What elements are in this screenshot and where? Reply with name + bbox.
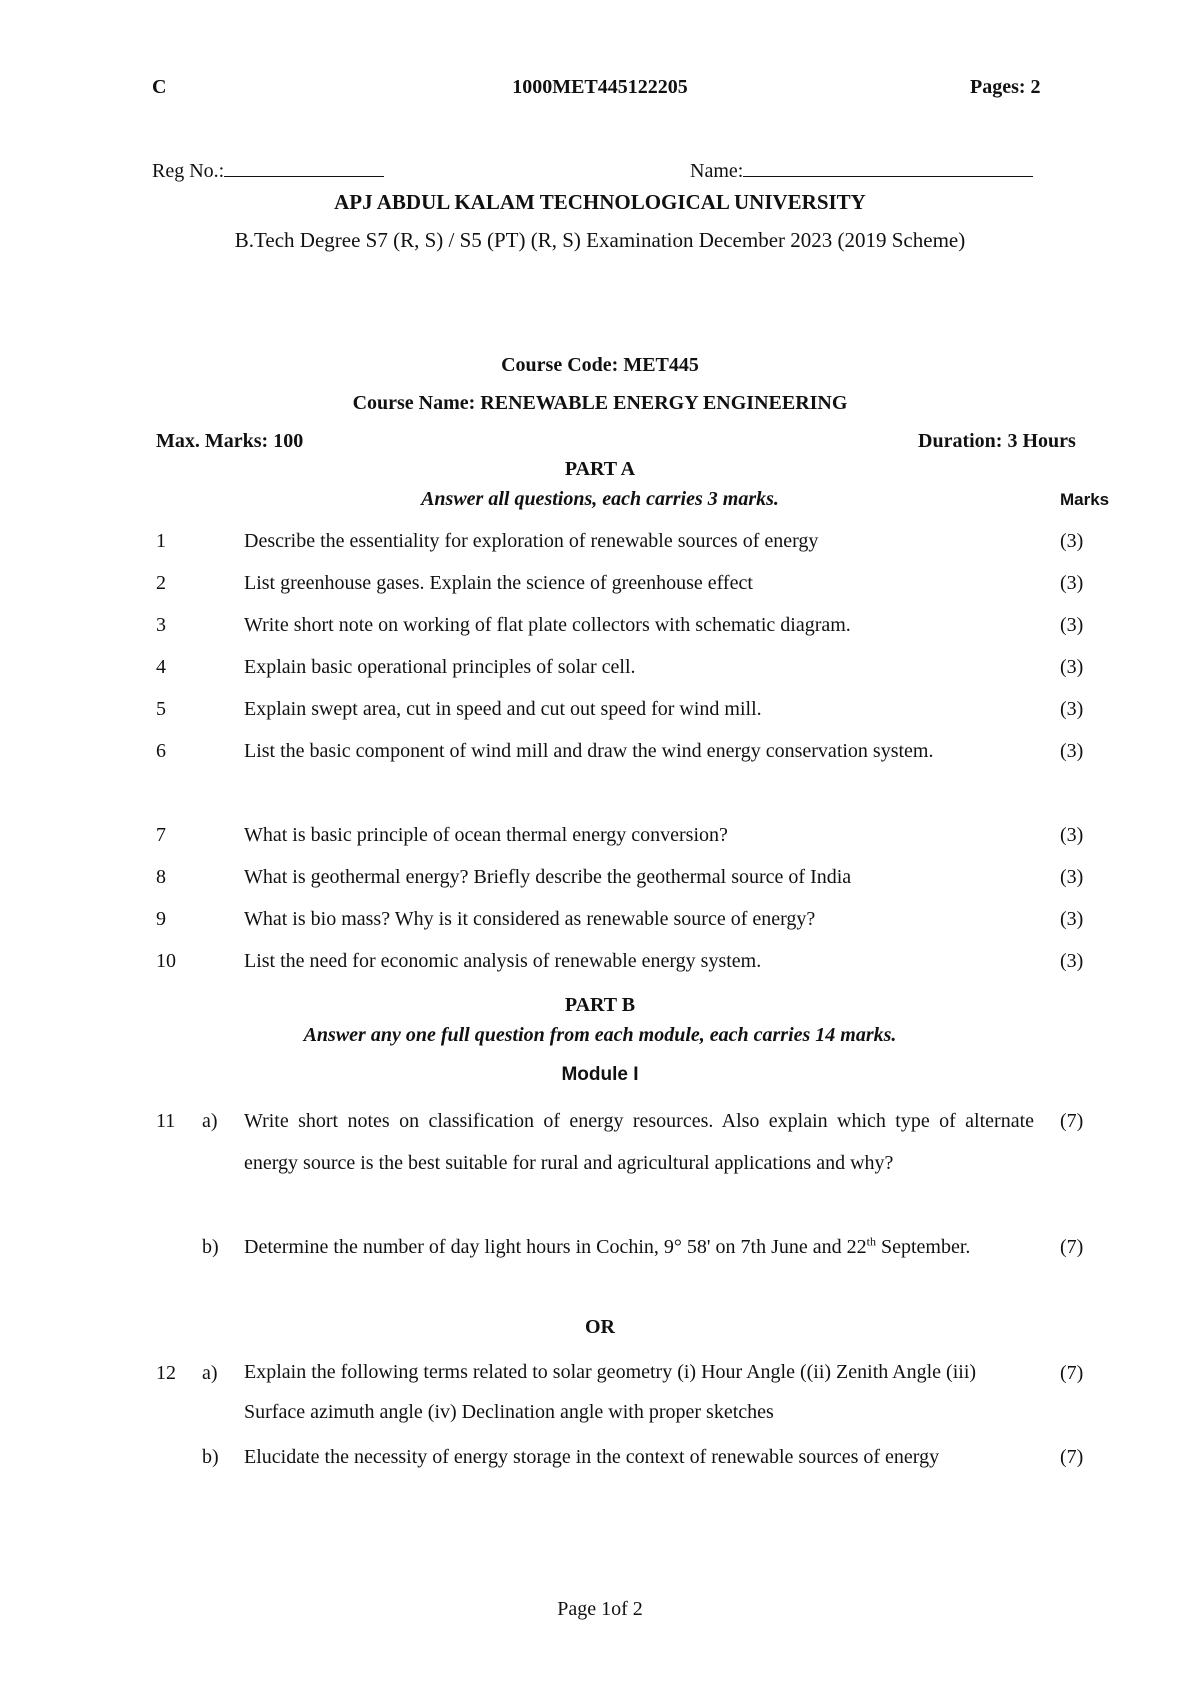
question-marks: (3) (1060, 530, 1084, 552)
part-b-title: PART B (564, 994, 636, 1016)
question-number: 2 (156, 572, 166, 594)
page-footer: Page 1of 2 (557, 1598, 643, 1620)
question-text: List greenhouse gases. Explain the science of greenhouse effect (244, 572, 753, 594)
course-name: Course Name: RENEWABLE ENERGY ENGINEERING (352, 392, 848, 414)
question-text: List the basic component of wind mill and draw the wind energy conservation system. (244, 740, 934, 762)
question-marks: (3) (1060, 950, 1084, 972)
question-number: 10 (156, 950, 176, 972)
question-number: 3 (156, 614, 166, 636)
reg-no-field (152, 156, 384, 183)
question-text: What is bio mass? Why is it considered as renewable source of energy? (244, 908, 816, 930)
subquestion-label: a) (202, 1110, 218, 1132)
question-number: 12 (156, 1362, 176, 1384)
superscript: th (866, 1234, 876, 1249)
question-marks: (7) (1060, 1362, 1084, 1384)
university-name: APJ ABDUL KALAM TECHNOLOGICAL UNIVERSITY (334, 190, 866, 214)
reg-no-label: Reg No.: (152, 160, 225, 182)
question-text: Explain basic operational principles of solar cell. (244, 656, 636, 678)
question-text-part: September. (875, 1236, 971, 1258)
subquestion-label: b) (202, 1446, 219, 1468)
question-marks: (3) (1060, 614, 1084, 636)
question-number: 7 (156, 824, 166, 846)
paper-code: 1000MET445122205 (512, 76, 688, 98)
question-text-part: Determine the number of day light hours in Cochin, 9° 58' on 7th June and 22 (244, 1236, 867, 1258)
question-number: 4 (156, 656, 166, 678)
or-divider: OR (585, 1316, 615, 1338)
question-marks: (3) (1060, 866, 1084, 888)
marks-header: Marks (1060, 490, 1110, 509)
question-marks: (7) (1060, 1236, 1084, 1258)
max-marks: Max. Marks: 100 (156, 430, 304, 452)
question-number: 9 (156, 908, 166, 930)
question-marks: (3) (1060, 572, 1084, 594)
header-series: C (152, 76, 167, 98)
question-marks: (7) (1060, 1110, 1084, 1132)
question-text: Describe the essentiality for exploration of renewable sources of energy (244, 530, 819, 552)
question-text: Explain swept area, cut in speed and cut out speed for wind mill. (244, 698, 762, 720)
question-text: List the need for economic analysis of renewable energy system. (244, 950, 762, 972)
question-text: Explain the following terms related to solar geometry (i) Hour Angle ((ii) Zenith Angle (iii) Surface azimuth angle (iv) Declination angle with proper sketches (244, 1361, 977, 1423)
name-line (743, 156, 1033, 177)
question-number: 11 (156, 1110, 176, 1132)
question-text (244, 1226, 1034, 1268)
course-code: Course Code: MET445 (501, 354, 699, 376)
question-text: What is basic principle of ocean thermal energy conversion? (244, 824, 728, 846)
question-text: Write short notes on classification of energy resources. Also explain which type of alternate energy source is the best suitable for rural and agricultural applications and why? (244, 1110, 1034, 1174)
question-text: What is geothermal energy? Briefly describe the geothermal source of India (244, 866, 852, 888)
question-marks: (3) (1060, 908, 1084, 930)
subquestion-label: b) (202, 1236, 219, 1258)
question-text: Write short note on working of flat plate collectors with schematic diagram. (244, 614, 851, 636)
part-b-instruction: Answer any one full question from each module, each carries 14 marks. (303, 1024, 897, 1046)
exam-title: B.Tech Degree S7 (R, S) / S5 (PT) (R, S) Examination December 2023 (2019 Scheme) (234, 228, 966, 252)
question-number: 5 (156, 698, 166, 720)
question-marks: (7) (1060, 1446, 1084, 1468)
part-a-instruction: Answer all questions, each carries 3 marks. (421, 488, 779, 510)
page-count: Pages: 2 (970, 76, 1041, 98)
question-marks: (3) (1060, 740, 1084, 762)
part-a-title: PART A (564, 458, 636, 480)
question-number: 1 (156, 530, 166, 552)
question-text: Elucidate the necessity of energy storage in the context of renewable sources of energy (244, 1446, 940, 1468)
question-number: 6 (156, 740, 166, 762)
question-marks: (3) (1060, 698, 1084, 720)
duration: Duration: 3 Hours (918, 430, 1076, 452)
name-label: Name: (690, 160, 744, 182)
question-number: 8 (156, 866, 166, 888)
question-marks: (3) (1060, 656, 1084, 678)
name-field (690, 156, 1033, 183)
reg-no-line (224, 156, 384, 177)
subquestion-label: a) (202, 1362, 218, 1384)
question-marks: (3) (1060, 824, 1084, 846)
module-title: Module I (561, 1064, 639, 1085)
